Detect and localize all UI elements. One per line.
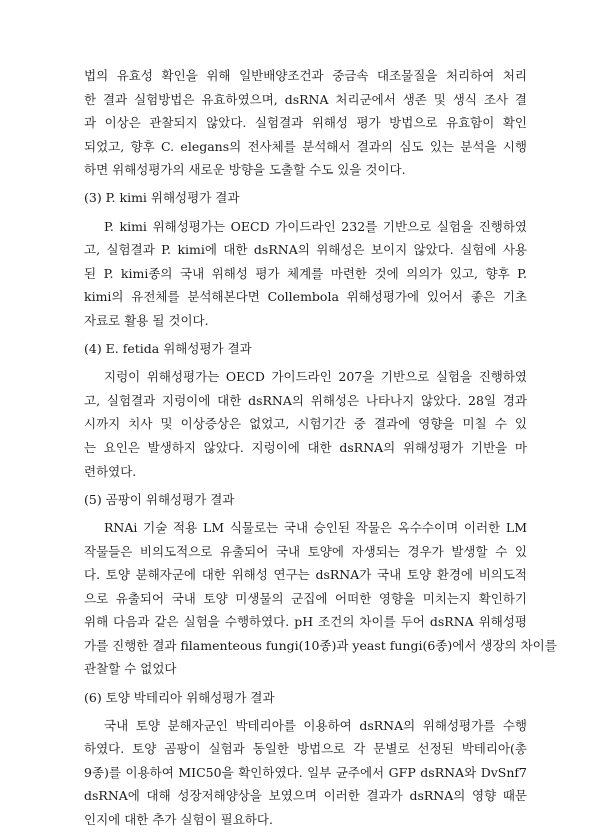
text-line: 국내 토양 분해자군인 박테리아를 이용하여 dsRNA의 위해성평가를 수행 bbox=[104, 718, 527, 733]
text-line: 되었고, 향후 C. elegans의 전사체를 분석해서 결과의 심도 있는 분석을 시행 bbox=[84, 139, 527, 154]
text-line: 지렁이 위해성평가는 OECD 가이드라인 207을 기반으로 실험을 진행하였 bbox=[104, 369, 527, 384]
text-line: 위해 다음과 같은 실험을 수행하였다. pH 조건의 차이를 두어 dsRNA 위해성평 bbox=[84, 614, 527, 629]
text-line: 인지에 대한 추가 실험이 필요하다. bbox=[84, 812, 273, 827]
text-line: 9종)를 이용하여 MIC50을 확인하였다. 일부 균주에서 GFP dsRNA와 DvSnf7 bbox=[84, 765, 527, 780]
text-line: kimi의 유전체를 분석해본다면 Collembola 위해성평가에 있어서 좋은 기초 bbox=[84, 289, 527, 304]
section-heading: (3) P. kimi 위해성평가 결과 bbox=[84, 190, 240, 205]
text-line: 하였다. 토양 곰팡이 실험과 동일한 방법으로 각 문별로 선정된 박테리아(총 bbox=[84, 741, 527, 756]
text-line: 가를 진행한 결과 filamenteous fungi(10종)과 yeast fungi(6종)에서 생장의 차이를 bbox=[84, 638, 557, 653]
text-line: 련하였다. bbox=[84, 464, 137, 479]
text-line: 자료로 활용 될 것이다. bbox=[84, 313, 209, 328]
text-line: 작물들은 비의도적으로 유출되어 국내 토양에 자생되는 경우가 발생할 수 있 bbox=[84, 544, 527, 559]
section-heading: (4) E. fetida 위해성평가 결과 bbox=[84, 341, 252, 356]
text-line: 관찰할 수 없었다 bbox=[84, 661, 177, 676]
text-line: 으로 유출되어 국내 토양 미생물의 군집에 어떠한 영향을 미치는지 확인하기 bbox=[84, 591, 527, 606]
text-line: dsRNA에 대해 성장저해양상을 보였으며 이러한 결과가 dsRNA의 영향 때문 bbox=[84, 788, 527, 803]
text-line: 한 결과 실험방법은 유효하였으며, dsRNA 처리군에서 생존 및 생식 조사 결 bbox=[84, 92, 527, 107]
text-line: P. kimi 위해성평가는 OECD 가이드라인 232를 기반으로 실험을 진행하였 bbox=[104, 219, 527, 234]
text-line: 하면 위해성평가의 새로운 방향을 도출할 수도 있을 것이다. bbox=[84, 162, 406, 177]
text-line: RNAi 기술 적용 LM 식물로는 국내 승인된 작물은 옥수수이며 이러한 LM bbox=[104, 520, 527, 535]
text-line: 고, 실험결과 지렁이에 대한 dsRNA의 위해성은 나타나지 않았다. 28일 경과 bbox=[84, 393, 527, 408]
text-line: 과 이상은 관찰되지 않았다. 실험결과 위해성 평가 방법으로 유효함이 확인 bbox=[84, 115, 527, 130]
text-line: 시까지 치사 및 이상증상은 없었고, 시험기간 중 결과에 영향을 미칠 수 있 bbox=[84, 416, 527, 431]
section-heading: (6) 토양 박테리아 위해성평가 결과 bbox=[84, 690, 275, 705]
text-line: 다. 토양 분해자군에 대한 위해성 연구는 dsRNA가 국내 토양 환경에 비의도적 bbox=[84, 567, 527, 582]
section-heading: (5) 곰팡이 위해성평가 결과 bbox=[84, 492, 235, 507]
text-line: 는 요인은 발생하지 않았다. 지렁이에 대한 dsRNA의 위해성평가 기반을 마 bbox=[84, 440, 527, 455]
text-line: 법의 유효성 확인을 위해 일반배양조건과 중금속 대조물질을 처리하여 처리 bbox=[84, 68, 527, 83]
text-line: 된 P. kimi종의 국내 위해성 평가 체계를 마련한 것에 의의가 있고, 향후 P. bbox=[84, 266, 527, 281]
text-line: 고, 실험결과 P. kimi에 대한 dsRNA의 위해성은 보이지 않았다. 실험에 사용 bbox=[84, 242, 527, 257]
